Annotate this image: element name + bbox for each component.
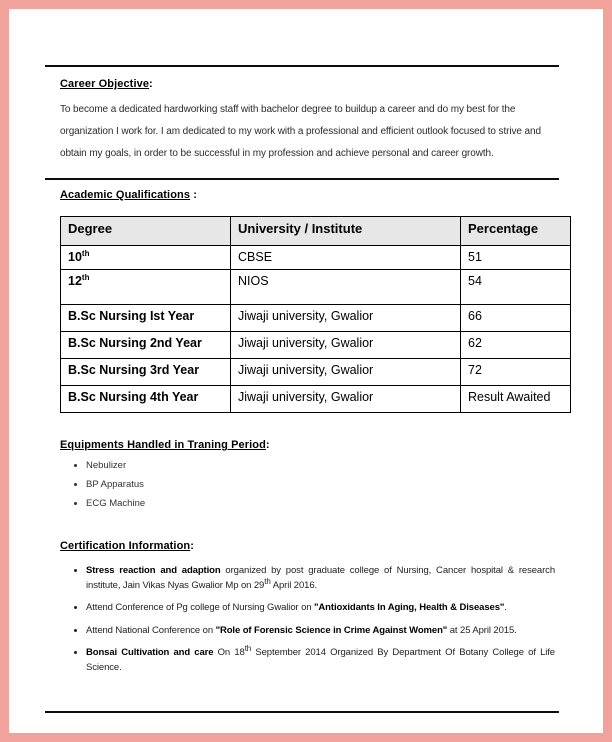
- degree-cell: B.Sc Nursing Ist Year: [61, 305, 231, 332]
- equipment-heading: [60, 439, 553, 451]
- academic-qualifications-heading-text: Academic Qualifications: [60, 189, 191, 201]
- table-row: [61, 305, 571, 332]
- certification-section: [60, 540, 555, 675]
- certification-list: [60, 564, 555, 675]
- resume-page: [9, 9, 603, 733]
- university-cell: Jiwaji university, Gwalior: [231, 359, 461, 386]
- percentage-cell: 51: [461, 246, 571, 270]
- column-header-degree: Degree: [61, 217, 231, 246]
- certification-item: • Stress reaction and adaption organized by post graduate college of Nursing, Cancer hospital & research institute, Jain Vikas Nyas Gwalior Mp on 29th April 2016.: [86, 564, 555, 593]
- certification-heading: [60, 540, 555, 552]
- heading-colon: :: [149, 78, 153, 90]
- academic-qualifications-heading: [60, 189, 559, 201]
- table-header-row: [61, 217, 571, 246]
- ordinal-suffix: th: [81, 272, 90, 282]
- equipment-section: [60, 439, 553, 510]
- career-objective-text: To become a dedicated hardworking staff with bachelor degree to buildup a career and do my best for the organization I work for. I am dedicated to my work with a professional and efficient outlook focused to strive and obtain my goals, in order to be successful in my profession and achieve personal and career growth.: [60, 104, 541, 159]
- ordinal-suffix: th: [81, 248, 90, 258]
- degree-cell: B.Sc Nursing 3rd Year: [61, 359, 231, 386]
- certification-item: • Bonsai Cultivation and care On 18th September 2014 Organized By Department Of Botany College of Life Science.: [86, 646, 555, 675]
- top-divider: [45, 65, 559, 67]
- table-row: [61, 246, 571, 270]
- university-cell: Jiwaji university, Gwalior: [231, 386, 461, 413]
- percentage-cell: 66: [461, 305, 571, 332]
- heading-colon: :: [265, 439, 270, 451]
- equipment-list: [60, 460, 553, 510]
- academic-qualifications-section: [60, 189, 559, 413]
- degree-cell: 10th: [61, 246, 231, 270]
- university-cell: NIOS: [231, 270, 461, 305]
- table-row: [61, 332, 571, 359]
- qualifications-table: [60, 216, 571, 413]
- ordinal-suffix: th: [264, 576, 271, 586]
- career-objective-heading-text: Career Objective: [60, 78, 150, 90]
- table-row: [61, 270, 571, 305]
- heading-colon: :: [190, 189, 197, 201]
- ordinal-suffix: th: [244, 643, 252, 653]
- certification-item: • Attend National Conference on "Role of Forensic Science in Crime Against Women" at 25 April 2015.: [86, 624, 555, 639]
- certification-item: • Attend Conference of Pg college of Nursing Gwalior on "Antioxidants In Aging, Health & Diseases".: [86, 601, 555, 616]
- bottom-divider: [45, 711, 559, 713]
- equipment-item: • ECG Machine: [86, 498, 553, 510]
- table-row: [61, 386, 571, 413]
- percentage-cell: 54: [461, 270, 571, 305]
- university-cell: CBSE: [231, 246, 461, 270]
- percentage-cell: 72: [461, 359, 571, 386]
- university-cell: Jiwaji university, Gwalior: [231, 332, 461, 359]
- equipment-item: • Nebulizer: [86, 460, 553, 472]
- heading-colon: :: [190, 540, 194, 552]
- career-objective-section: [60, 78, 553, 165]
- equipment-item: • BP Apparatus: [86, 479, 553, 491]
- degree-cell: B.Sc Nursing 2nd Year: [61, 332, 231, 359]
- column-header-percentage: Percentage: [461, 217, 571, 246]
- degree-cell: B.Sc Nursing 4th Year: [61, 386, 231, 413]
- percentage-cell: 62: [461, 332, 571, 359]
- university-cell: Jiwaji university, Gwalior: [231, 305, 461, 332]
- certification-heading-text: Certification Information: [60, 540, 191, 552]
- section-divider: [45, 178, 559, 180]
- equipment-heading-text: Equipments Handled in Traning Period: [60, 439, 266, 451]
- career-objective-heading: [60, 78, 553, 90]
- column-header-university: University / Institute: [231, 217, 461, 246]
- degree-cell: 12th: [61, 270, 231, 305]
- percentage-cell: Result Awaited: [461, 386, 571, 413]
- table-row: [61, 359, 571, 386]
